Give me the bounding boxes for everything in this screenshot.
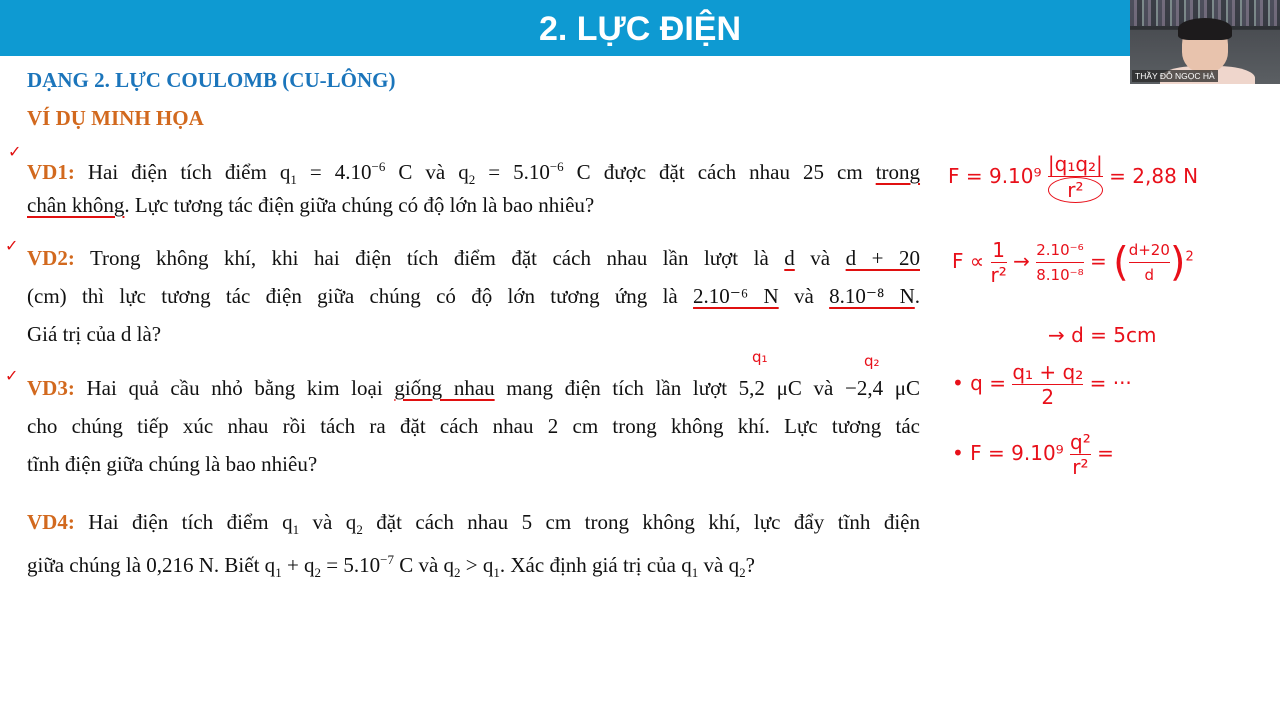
example-line — [27, 277, 920, 315]
subscript: 1 — [493, 565, 500, 581]
check-mark-icon: ✓ — [5, 236, 19, 255]
subscript: 1 — [290, 172, 297, 188]
text-segment: . — [914, 284, 921, 308]
text-segment: . Xác định giá trị của q — [499, 553, 692, 577]
supscript: −6 — [549, 159, 564, 174]
text-segment: Hai điện tích điểm q — [74, 510, 293, 534]
text-segment: (cm) thì lực tương tác điện giữa chúng có độ lớn tương ứng là — [27, 284, 694, 308]
handwritten-q1-label: q₁ — [752, 348, 768, 366]
example-label: VD2: — [27, 246, 75, 270]
section-subheading: VÍ DỤ MINH HỌA — [27, 106, 204, 130]
example-line — [27, 541, 920, 579]
handwritten-q2-label: q₂ — [864, 352, 880, 370]
example-vd1 — [27, 148, 920, 224]
example-vd4 — [27, 503, 920, 579]
handwritten-charge-average: • q = $\frac{\text{q₁ + q₂}}{2}$ = ··· — [952, 360, 1132, 409]
text-segment: C và q — [393, 553, 455, 577]
example-line — [27, 369, 920, 407]
underlined-text: 2.10⁻⁶ N — [693, 284, 779, 308]
text-segment: = 4.10 — [296, 160, 372, 184]
underlined-text: giống nhau — [394, 376, 495, 400]
subscript: 1 — [292, 522, 300, 538]
text-segment: và — [778, 284, 830, 308]
check-mark-icon: ✓ — [8, 142, 22, 161]
presenter-hair — [1178, 18, 1232, 40]
webcam-overlay — [1130, 0, 1280, 84]
subscript: 2 — [739, 565, 746, 581]
text-segment: = 5.10 — [475, 160, 550, 184]
underlined-text: chân không — [27, 193, 125, 217]
subscript: 2 — [454, 565, 461, 581]
text-segment: > q — [460, 553, 494, 577]
presenter-name: THẦY ĐỖ NGỌC HÀ — [1132, 70, 1218, 82]
example-line — [27, 445, 920, 483]
text-segment: đặt cách nhau 5 cm trong không khí, lực đẩy tĩnh điện — [362, 510, 920, 534]
text-segment: = 5.10 — [321, 553, 381, 577]
example-line — [27, 315, 920, 353]
underlined-text: d + 20 — [845, 246, 920, 270]
slide-title: 2. LỰC ĐIỆN — [538, 10, 741, 48]
subscript: 1 — [275, 565, 282, 581]
handwritten-formula-coulomb: F = 9.10⁹ $\frac{\text{|q₁q₂|}}{\text{r²}}$ = 2,88 N — [948, 152, 1199, 202]
example-line — [27, 407, 920, 445]
text-segment: và q — [299, 510, 357, 534]
text-segment: Trong không khí, khi hai điện tích điểm đặt cách nhau lần lượt là — [74, 246, 785, 270]
check-mark-icon: ✓ — [5, 366, 19, 385]
example-line — [27, 503, 920, 541]
text-segment: mang điện tích lần lượt 5,2 μC và −2,4 μC — [494, 376, 920, 400]
example-label: VD1: — [27, 160, 75, 184]
text-segment: Giá trị của d là? — [27, 322, 162, 346]
text-segment: C và q — [385, 160, 469, 184]
text-segment: giữa chúng là 0,216 N. Biết q — [27, 553, 276, 577]
example-vd2 — [27, 239, 920, 353]
example-vd3 — [27, 369, 920, 483]
example-label: VD3: — [27, 376, 75, 400]
example-line — [27, 148, 920, 186]
text-segment: . Lực tương tác điện giữa chúng có độ lớn là bao nhiêu? — [124, 193, 595, 217]
example-line — [27, 239, 920, 277]
text-segment: Hai điện tích điểm q — [74, 160, 291, 184]
text-segment: C được đặt cách nhau 25 cm — [563, 160, 876, 184]
handwritten-proportion: F ∝ $\frac{1}{\text{r²}}$ → $\frac{\text{2.10⁻⁶}}{\text{8.10⁻⁸}}$ = ( $\frac{d+20}{d}$ )$^2$ — [952, 238, 1194, 287]
underlined-text: trong — [875, 160, 921, 184]
subscript: 1 — [691, 565, 699, 581]
supscript: −6 — [371, 159, 386, 174]
text-segment: tĩnh điện giữa chúng là bao nhiêu? — [27, 452, 318, 476]
text-segment: cho chúng tiếp xúc nhau rồi tách ra đặt cách nhau 2 cm trong không khí. Lực tương tác — [27, 414, 920, 438]
circled-r2: r² — [1048, 177, 1103, 203]
example-label: VD4: — [27, 510, 75, 534]
section-heading: DẠNG 2. LỰC COULOMB (CU-LÔNG) — [27, 68, 396, 92]
handwritten-force-formula: • F = 9.10⁹ $\frac{\text{q²}}{\text{r²}}$ = — [952, 430, 1114, 479]
handwritten-result-d: → d = 5cm — [1048, 323, 1157, 347]
text-segment: ? — [745, 553, 755, 577]
text-segment: + q — [281, 553, 315, 577]
subscript: 2 — [468, 172, 476, 188]
subscript: 2 — [356, 522, 363, 538]
underlined-text: d — [784, 246, 795, 270]
example-line — [27, 186, 920, 224]
text-segment: và — [794, 246, 846, 270]
underlined-text: 8.10⁻⁸ N — [829, 284, 915, 308]
supscript: −7 — [380, 552, 394, 567]
text-segment: và q — [698, 553, 740, 577]
text-segment: Hai quả cầu nhỏ bằng kim loại — [74, 376, 395, 400]
subscript: 2 — [314, 565, 322, 581]
